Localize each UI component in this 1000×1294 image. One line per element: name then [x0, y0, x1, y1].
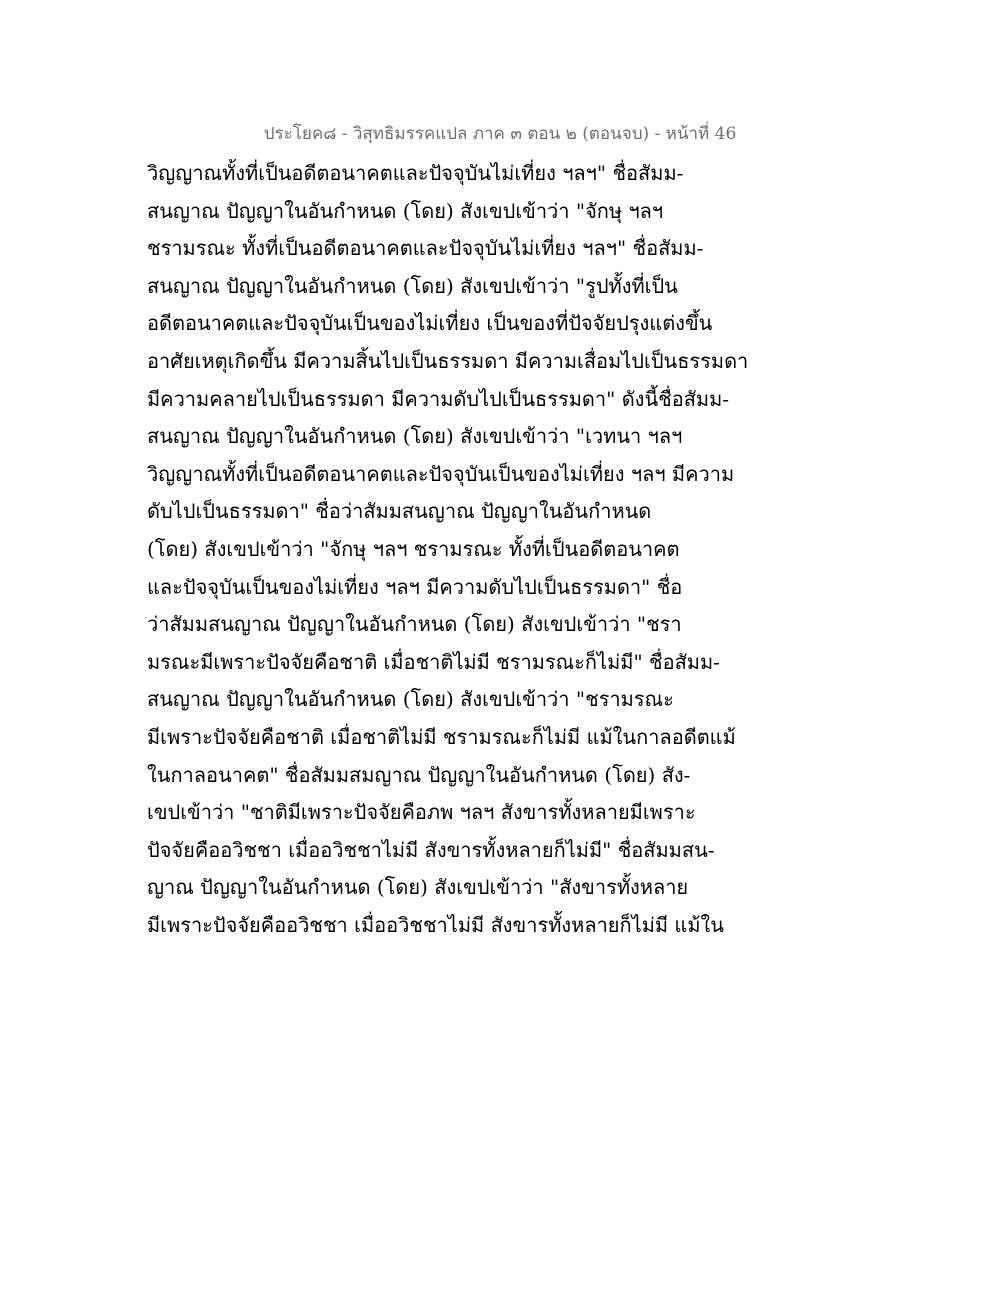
text-line: สนญาณ ปัญญาในอันกำหนด (โดย) สังเขปเข้าว่า "เวทนา ฯลฯ [147, 424, 683, 449]
text-line: สนญาณ ปัญญาในอันกำหนด (โดย) สังเขปเข้าว่า "ชรามรณะ [147, 687, 674, 712]
text-line: (โดย) สังเขปเข้าว่า "จักษุ ฯลฯ ชรามรณะ ทั้งที่เป็นอดีตอนาคต [147, 536, 680, 561]
text-line: เขปเข้าว่า "ชาติมีเพราะปัจจัยคือภพ ฯลฯ สังขารทั้งหลายมีเพราะ [147, 800, 696, 825]
text-line: อดีตอนาคตและปัจจุบันเป็นของไม่เที่ยง เป็นของที่ปัจจัยปรุงแต่งขึ้น [147, 311, 713, 336]
text-line: วิญญาณทั้งที่เป็นอดีตอนาคตและปัจจุบันไม่เที่ยง ฯลฯ" ชื่อสัมม- [147, 161, 684, 185]
text-line: มีเพราะปัจจัยคือชาติ เมื่อชาติไม่มี ชรามรณะก็ไม่มี แม้ในกาลอดีตแม้ [147, 724, 736, 749]
text-line: อาศัยเหตุเกิดขึ้น มีความสิ้นไปเป็นธรรมดา มีความเสื่อมไปเป็นธรรมดา [147, 348, 749, 373]
text-line: ปัจจัยคืออวิชชา เมื่ออวิชชาไม่มี สังขารทั้งหลายก็ไม่มี" ชื่อสัมมสน- [147, 837, 715, 862]
text-line: สนญาณ ปัญญาในอันกำหนด (โดย) สังเขปเข้าว่า "รูปทั้งที่เป็น [147, 273, 678, 298]
page-header: ประโยค๘ - วิสุทธิมรรคแปล ภาค ๓ ตอน ๒ (ตอนจบ) - หน้าที่ 46 [263, 124, 737, 144]
text-line: ญาณ ปัญญาในอันกำหนด (โดย) สังเขปเข้าว่า "สังขารทั้งหลาย [147, 875, 689, 900]
text-line: ดับไปเป็นธรรมดา" ชื่อว่าสัมมสนญาณ ปัญญาในอันกำหนด [147, 499, 652, 524]
text-line: ชรามรณะ ทั้งที่เป็นอดีตอนาคตและปัจจุบันไม่เที่ยง ฯลฯ" ชื่อสัมม- [147, 236, 704, 261]
text-line: มรณะมีเพราะปัจจัยคือชาติ เมื่อชาติไม่มี ชรามรณะก็ไม่มี" ชื่อสัมม- [147, 649, 720, 674]
text-line: มีความคลายไปเป็นธรรมดา มีความดับไปเป็นธรรมดา" ดังนี้ชื่อสัมม- [147, 386, 730, 411]
text-line: วิญญาณทั้งที่เป็นอดีตอนาคตและปัจจุบันเป็นของไม่เที่ยง ฯลฯ มีความ [147, 461, 735, 486]
text-line: สนญาณ ปัญญาในอันกำหนด (โดย) สังเขปเข้าว่า "จักษุ ฯลฯ [147, 198, 664, 223]
text-line: มีเพราะปัจจัยคืออวิชชา เมื่ออวิชชาไม่มี สังขารทั้งหลายก็ไม่มี แม้ใน [147, 912, 724, 937]
body-text [147, 155, 747, 944]
text-line: ในกาลอนาคต" ชื่อสัมมสมญาณ ปัญญาในอันกำหนด (โดย) สัง- [147, 762, 691, 787]
text-line: ว่าสัมมสนญาณ ปัญญาในอันกำหนด (โดย) สังเขปเข้าว่า "ชรา [147, 612, 682, 637]
text-line: และปัจจุบันเป็นของไม่เที่ยง ฯลฯ มีความดับไปเป็นธรรมดา" ชื่อ [147, 574, 683, 599]
